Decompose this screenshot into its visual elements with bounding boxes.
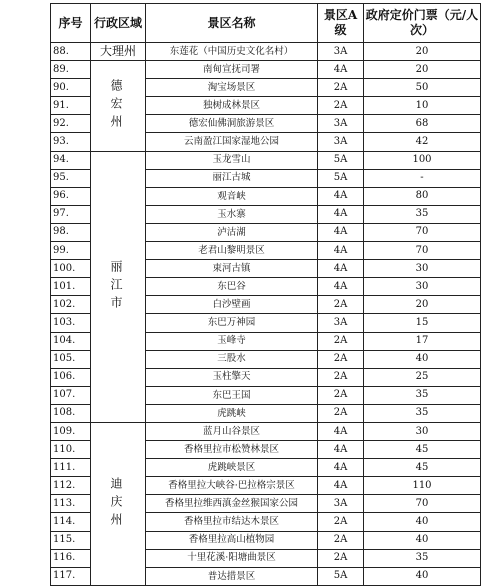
row-number: 113. bbox=[51, 495, 91, 513]
table-header-row bbox=[51, 4, 481, 43]
row-number: 91. bbox=[51, 97, 91, 115]
grade-cell: 4A bbox=[318, 441, 364, 459]
price-cell: 30 bbox=[364, 278, 481, 296]
region-cell bbox=[91, 151, 146, 422]
row-number: 98. bbox=[51, 223, 91, 241]
row-number: 110. bbox=[51, 441, 91, 459]
grade-cell: 2A bbox=[318, 368, 364, 386]
row-number: 103. bbox=[51, 314, 91, 332]
scenic-area-name: 香格里拉市松赞林景区 bbox=[146, 441, 318, 459]
scenic-area-name: 淘宝场景区 bbox=[146, 79, 318, 97]
row-number: 94. bbox=[51, 151, 91, 169]
price-cell: 35 bbox=[364, 549, 481, 567]
region-label: 迪庆州 bbox=[109, 476, 123, 531]
row-number: 89. bbox=[51, 61, 91, 79]
scenic-area-name: 南甸宣抚司署 bbox=[146, 61, 318, 79]
scenic-area-name: 东莲花（中国历史文化名村） bbox=[146, 43, 318, 61]
grade-cell: 2A bbox=[318, 549, 364, 567]
scenic-area-name: 虎跳峡 bbox=[146, 404, 318, 422]
grade-cell: 4A bbox=[318, 187, 364, 205]
price-cell: 17 bbox=[364, 332, 481, 350]
scenic-area-name: 东巴王国 bbox=[146, 386, 318, 404]
price-cell: 70 bbox=[364, 242, 481, 260]
row-number: 111. bbox=[51, 459, 91, 477]
price-cell: 70 bbox=[364, 495, 481, 513]
scenic-area-name: 蓝月山谷景区 bbox=[146, 422, 318, 440]
scenic-area-name: 东巴万神园 bbox=[146, 314, 318, 332]
price-cell: 110 bbox=[364, 477, 481, 495]
scenic-area-name: 德宏仙佛洞旅游景区 bbox=[146, 115, 318, 133]
region-label: 德宏州 bbox=[109, 78, 123, 133]
row-number: 93. bbox=[51, 133, 91, 151]
row-number: 90. bbox=[51, 79, 91, 97]
row-number: 112. bbox=[51, 477, 91, 495]
scenic-area-name: 玉峰寺 bbox=[146, 332, 318, 350]
grade-cell: 4A bbox=[318, 278, 364, 296]
scenic-area-name: 三股水 bbox=[146, 350, 318, 368]
grade-cell: 2A bbox=[318, 79, 364, 97]
row-number: 105. bbox=[51, 350, 91, 368]
row-number: 101. bbox=[51, 278, 91, 296]
scenic-area-name: 香格里拉大峡谷·巴拉格宗景区 bbox=[146, 477, 318, 495]
row-number: 106. bbox=[51, 368, 91, 386]
grade-cell: 2A bbox=[318, 513, 364, 531]
price-cell: 30 bbox=[364, 260, 481, 278]
scenic-area-name: 观音峡 bbox=[146, 187, 318, 205]
scenic-area-name: 玉柱擎天 bbox=[146, 368, 318, 386]
grade-cell: 2A bbox=[318, 531, 364, 549]
row-number: 116. bbox=[51, 549, 91, 567]
price-cell: 20 bbox=[364, 43, 481, 61]
price-cell: 40 bbox=[364, 567, 481, 585]
region-cell bbox=[91, 43, 146, 61]
price-cell: 50 bbox=[364, 79, 481, 97]
grade-cell: 2A bbox=[318, 296, 364, 314]
header-no: 序号 bbox=[51, 4, 91, 43]
price-cell: 45 bbox=[364, 441, 481, 459]
price-cell: 40 bbox=[364, 350, 481, 368]
price-cell: 35 bbox=[364, 404, 481, 422]
row-number: 108. bbox=[51, 404, 91, 422]
region-cell bbox=[91, 422, 146, 585]
scenic-area-name: 玉龙雪山 bbox=[146, 151, 318, 169]
grade-cell: 2A bbox=[318, 386, 364, 404]
price-cell: 10 bbox=[364, 97, 481, 115]
grade-cell: 4A bbox=[318, 260, 364, 278]
row-number: 109. bbox=[51, 422, 91, 440]
price-cell: 45 bbox=[364, 459, 481, 477]
region-label: 丽江市 bbox=[109, 259, 123, 314]
grade-cell: 4A bbox=[318, 242, 364, 260]
table-row bbox=[51, 43, 481, 61]
scenic-area-name: 束河古镇 bbox=[146, 260, 318, 278]
price-cell: 25 bbox=[364, 368, 481, 386]
header-price: 政府定价门票（元/人次） bbox=[364, 4, 481, 43]
table-row bbox=[51, 422, 481, 440]
grade-cell: 2A bbox=[318, 332, 364, 350]
price-cell: 40 bbox=[364, 513, 481, 531]
price-cell: 70 bbox=[364, 223, 481, 241]
scenic-area-name: 玉水寨 bbox=[146, 205, 318, 223]
price-cell: 80 bbox=[364, 187, 481, 205]
grade-cell: 3A bbox=[318, 314, 364, 332]
row-number: 104. bbox=[51, 332, 91, 350]
table-row bbox=[51, 61, 481, 79]
row-number: 96. bbox=[51, 187, 91, 205]
row-number: 114. bbox=[51, 513, 91, 531]
price-cell: 100 bbox=[364, 151, 481, 169]
grade-cell: 5A bbox=[318, 567, 364, 585]
table-body bbox=[51, 43, 481, 586]
row-number: 88. bbox=[51, 43, 91, 61]
table-row bbox=[51, 151, 481, 169]
price-cell: 35 bbox=[364, 205, 481, 223]
scenic-area-name: 老君山黎明景区 bbox=[146, 242, 318, 260]
row-number: 107. bbox=[51, 386, 91, 404]
grade-cell: 5A bbox=[318, 151, 364, 169]
scenic-area-name: 泸沽湖 bbox=[146, 223, 318, 241]
scenic-area-name: 香格里拉市结达木景区 bbox=[146, 513, 318, 531]
row-number: 99. bbox=[51, 242, 91, 260]
price-cell: 40 bbox=[364, 531, 481, 549]
price-cell: 68 bbox=[364, 115, 481, 133]
grade-cell: 4A bbox=[318, 223, 364, 241]
row-number: 102. bbox=[51, 296, 91, 314]
grade-cell: 4A bbox=[318, 61, 364, 79]
row-number: 100. bbox=[51, 260, 91, 278]
grade-cell: 3A bbox=[318, 133, 364, 151]
price-cell: 35 bbox=[364, 386, 481, 404]
grade-cell: 5A bbox=[318, 169, 364, 187]
price-cell: - bbox=[364, 169, 481, 187]
row-number: 97. bbox=[51, 205, 91, 223]
region-label: 大理州 bbox=[99, 44, 136, 59]
grade-cell: 4A bbox=[318, 422, 364, 440]
grade-cell: 4A bbox=[318, 477, 364, 495]
scenic-area-name: 云南盈江国家湿地公园 bbox=[146, 133, 318, 151]
grade-cell: 2A bbox=[318, 97, 364, 115]
price-cell: 15 bbox=[364, 314, 481, 332]
grade-cell: 4A bbox=[318, 459, 364, 477]
grade-cell: 2A bbox=[318, 350, 364, 368]
scenic-area-name: 香格里拉高山植物园 bbox=[146, 531, 318, 549]
scenic-area-name: 东巴谷 bbox=[146, 278, 318, 296]
scenic-area-name: 香格里拉维西滇金丝猴国家公园 bbox=[146, 495, 318, 513]
header-name: 景区名称 bbox=[146, 4, 318, 43]
price-cell: 30 bbox=[364, 422, 481, 440]
scenic-area-name: 白沙壁画 bbox=[146, 296, 318, 314]
grade-cell: 2A bbox=[318, 404, 364, 422]
scenic-area-name: 十里花溪·阳塘曲景区 bbox=[146, 549, 318, 567]
price-cell: 20 bbox=[364, 296, 481, 314]
scenic-area-name: 普达措景区 bbox=[146, 567, 318, 585]
region-cell bbox=[91, 61, 146, 151]
scenic-area-name: 独树成林景区 bbox=[146, 97, 318, 115]
ticket-price-table bbox=[50, 3, 481, 586]
price-cell: 42 bbox=[364, 133, 481, 151]
grade-cell: 3A bbox=[318, 495, 364, 513]
scenic-area-name: 丽江古城 bbox=[146, 169, 318, 187]
row-number: 117. bbox=[51, 567, 91, 585]
grade-cell: 3A bbox=[318, 115, 364, 133]
row-number: 115. bbox=[51, 531, 91, 549]
row-number: 92. bbox=[51, 115, 91, 133]
scenic-area-name: 虎跳峡景区 bbox=[146, 459, 318, 477]
header-region: 行政区域 bbox=[91, 4, 146, 43]
grade-cell: 3A bbox=[318, 43, 364, 61]
price-cell: 20 bbox=[364, 61, 481, 79]
grade-cell: 4A bbox=[318, 205, 364, 223]
header-grade: 景区A级 bbox=[318, 4, 364, 43]
row-number: 95. bbox=[51, 169, 91, 187]
